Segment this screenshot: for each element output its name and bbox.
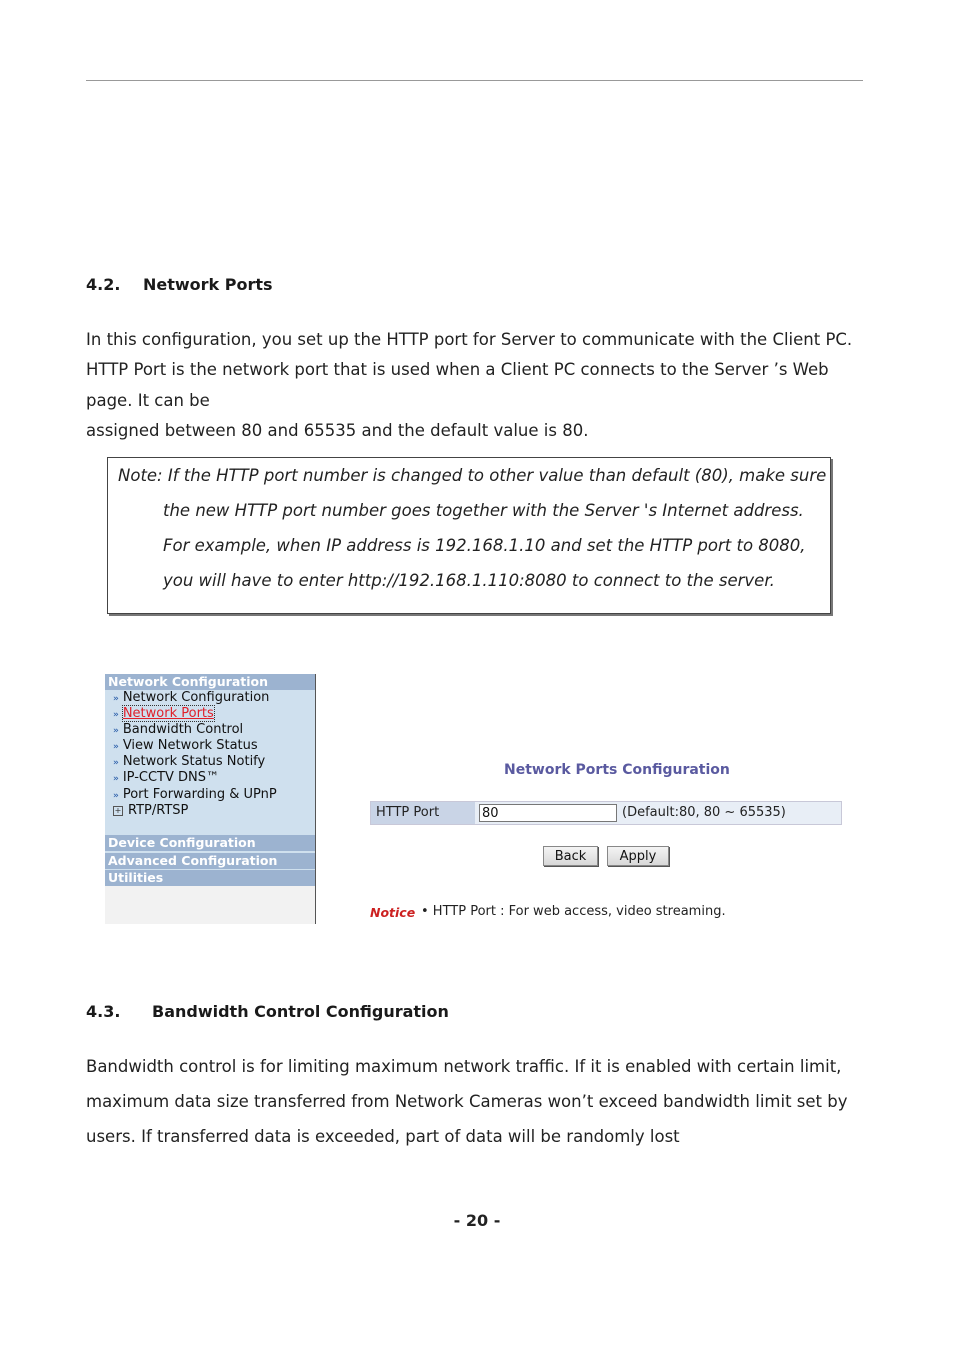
section-number: 4.3.	[86, 1002, 121, 1021]
http-port-label: HTTP Port	[371, 802, 475, 824]
section-number: 4.2.	[86, 275, 121, 294]
sidebar-header-advanced[interactable]: Advanced Configuration	[105, 853, 315, 869]
sidebar-header-device[interactable]: Device Configuration	[105, 835, 315, 851]
section-heading-4-3	[86, 1002, 449, 1021]
sidebar-item-network-configuration[interactable]: » Network Configuration	[113, 690, 270, 705]
config-sidebar	[105, 674, 316, 924]
intro-line: page. It can be	[86, 390, 210, 410]
config-title: Network Ports Configuration	[504, 762, 730, 778]
note-line: the new HTTP port number goes together with the Server 's Internet address.	[163, 501, 804, 520]
note-line: Note: If the HTTP port number is changed to other value than default (80), make sure	[118, 466, 827, 485]
note-box	[107, 457, 831, 614]
back-button[interactable]: Back	[543, 846, 598, 866]
http-port-input[interactable]	[479, 804, 617, 822]
intro-paragraph	[86, 325, 866, 446]
double-chevron-icon: »	[113, 694, 119, 704]
sidebar-header-network[interactable]: Network Configuration	[105, 674, 315, 690]
double-chevron-icon: »	[113, 791, 119, 801]
intro-line: In this configuration, you set up the HTTP port for Server to communicate with the Client PC.	[86, 330, 853, 349]
section-title: Network Ports	[143, 275, 273, 294]
bandwidth-line: users. If transferred data is exceeded, part of data will be randomly lost	[86, 1127, 680, 1146]
sidebar-item-network-ports[interactable]: » Network Ports	[113, 706, 214, 721]
double-chevron-icon: »	[113, 774, 119, 784]
notice-label: Notice	[370, 905, 416, 920]
sidebar-item-port-forwarding[interactable]: » Port Forwarding & UPnP	[113, 787, 277, 802]
section-title: Bandwidth Control Configuration	[152, 1002, 449, 1021]
apply-button[interactable]: Apply	[607, 846, 669, 866]
sidebar-header-utilities[interactable]: Utilities	[105, 870, 315, 886]
note-line: For example, when IP address is 192.168.1.10 and set the HTTP port to 8080,	[163, 536, 806, 555]
double-chevron-icon: »	[113, 710, 119, 720]
bandwidth-paragraph	[86, 1049, 866, 1154]
bandwidth-line: Bandwidth control is for limiting maximum network traffic. If it is enabled with certain limit,	[86, 1057, 842, 1076]
double-chevron-icon: »	[113, 742, 119, 752]
sidebar-empty-area	[105, 886, 315, 924]
page-number: - 20 -	[453, 1211, 501, 1230]
expand-plus-icon[interactable]: +	[114, 806, 122, 815]
header-rule	[86, 80, 863, 81]
sidebar-item-rtp-rtsp[interactable]: + RTP/RTSP	[114, 803, 189, 818]
sidebar-item-bandwidth-control[interactable]: » Bandwidth Control	[113, 722, 244, 737]
sidebar-item-ip-cctv-dns[interactable]: » IP-CCTV DNS™	[113, 770, 220, 785]
notice-text: • HTTP Port : For web access, video streaming.	[421, 904, 726, 919]
http-port-default-hint: (Default:80, 80 ~ 65535)	[622, 805, 786, 820]
bandwidth-line: maximum data size transferred from Network Cameras won’t exceed bandwidth limit set by	[86, 1092, 848, 1111]
intro-line: HTTP Port is the network port that is used when a Client PC connects to the Server ’s Web	[86, 360, 829, 380]
note-line: you will have to enter http://192.168.1.110:8080 to connect to the server.	[163, 571, 775, 590]
section-heading-4-2	[86, 275, 273, 294]
double-chevron-icon: »	[113, 758, 119, 768]
sidebar-item-view-network-status[interactable]: » View Network Status	[113, 738, 258, 753]
intro-line: assigned between 80 and 65535 and the default value is 80.	[86, 420, 589, 440]
double-chevron-icon: »	[113, 726, 119, 736]
http-port-row	[370, 801, 842, 825]
sidebar-item-network-status-notify[interactable]: » Network Status Notify	[113, 754, 266, 769]
